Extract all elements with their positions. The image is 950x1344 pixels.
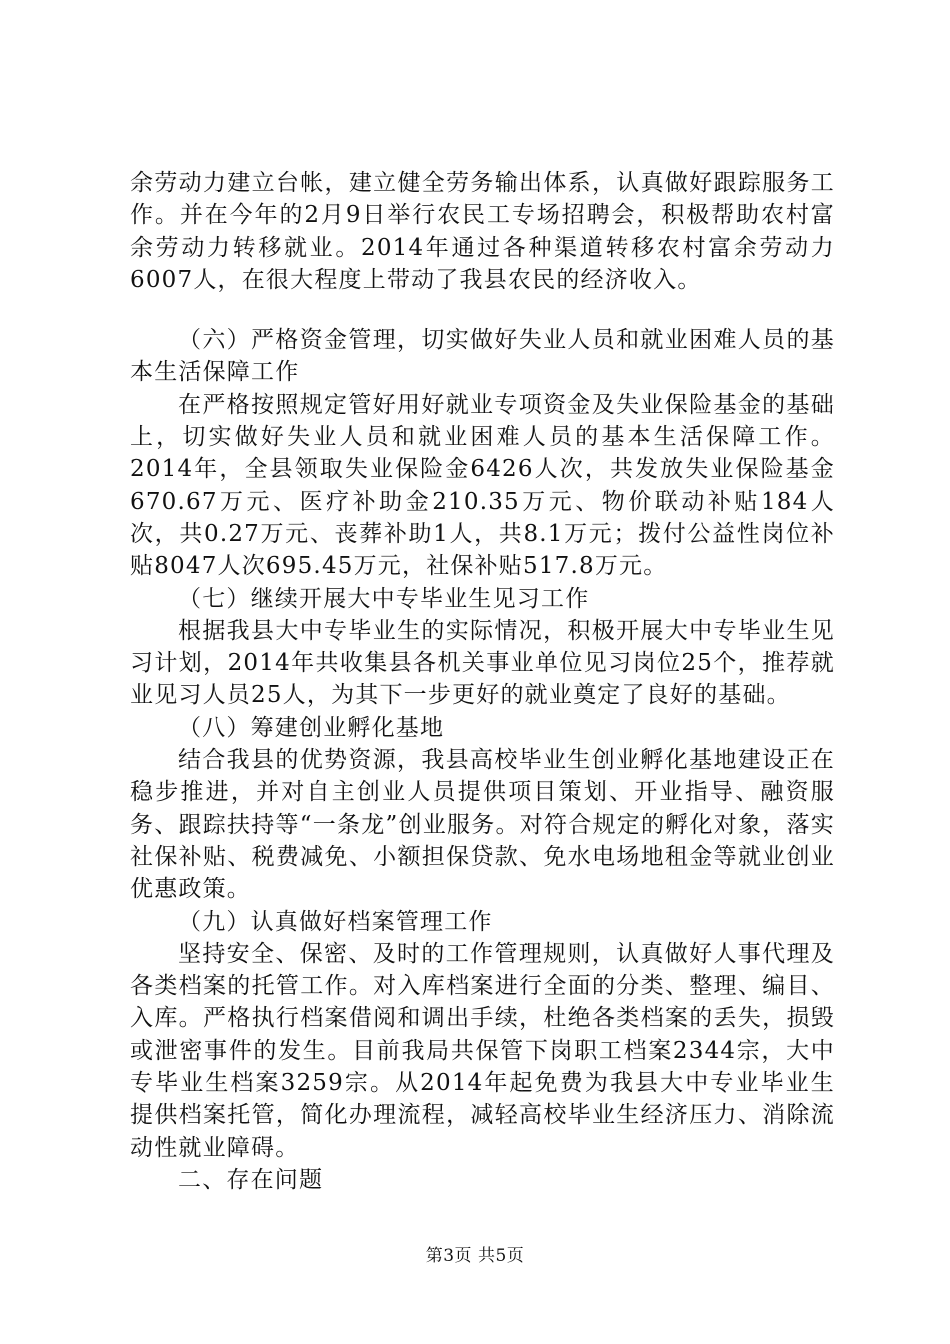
heading-part-2: 二、存在问题 [178, 1166, 324, 1193]
paragraph-section-6: 在严格按照规定管好用好就业专项资金及失业保险基金的基础上，切实做好失业人员和就业困难人员的基本生活保障工作。2014年，全县领取失业保险金6426人次，共发放失业保险基金670.67万元、医疗补助金210.35万元、物价联动补贴184人次，共0.27万元、丧葬补助1人，共8.1万元；拨付公益性岗位补贴8047人次695.45万元，社保补贴517.8万元。 [130, 391, 835, 580]
heading-section-6: （六）严格资金管理，切实做好失业人员和就业困难人员的基本生活保障工作 [130, 327, 835, 386]
heading-section-8: （八）筹建创业孵化基地 [178, 714, 445, 741]
page-number-footer: 第3页 共5页 [425, 1246, 525, 1266]
document-body [130, 167, 835, 1196]
paragraph-continuation: 余劳动力建立台帐，建立健全劳务输出体系，认真做好跟踪服务工作。并在今年的2月9日举行农民工专场招聘会，积极帮助农村富余劳动力转移就业。2014年通过各种渠道转移农村富余劳动力6007人，在很大程度上带动了我县农民的经济收入。 [130, 170, 835, 293]
paragraph-section-9: 坚持安全、保密、及时的工作管理规则，认真做好人事代理及各类档案的托管工作。对入库档案进行全面的分类、整理、编目、入库。严格执行档案借阅和调出手续，杜绝各类档案的丢失，损毁或泄密事件的发生。目前我局共保管下岗职工档案2344宗，大中专毕业生档案3259宗。从2014年起免费为我县大中专业毕业生提供档案托管，简化办理流程，减轻高校毕业生经济压力、消除流动性就业障碍。 [130, 940, 835, 1161]
paragraph-gap [130, 296, 835, 324]
paragraph-section-7: 根据我县大中专毕业生的实际情况，积极开展大中专毕业生见习计划，2014年共收集县各机关事业单位见习岗位25个，推荐就业见习人员25人，为其下一步更好的就业奠定了良好的基础。 [130, 617, 835, 709]
paragraph-section-8: 结合我县的优势资源，我县高校毕业生创业孵化基地建设正在稳步推进，并对自主创业人员提供项目策划、开业指导、融资服务、跟踪扶持等“一条龙”创业服务。对符合规定的孵化对象，落实社保补贴、税费减免、小额担保贷款、免水电场地租金等就业创业优惠政策。 [130, 747, 835, 903]
heading-section-7: （七）继续开展大中专毕业生见习工作 [178, 585, 590, 612]
heading-section-9: （九）认真做好档案管理工作 [178, 908, 493, 935]
